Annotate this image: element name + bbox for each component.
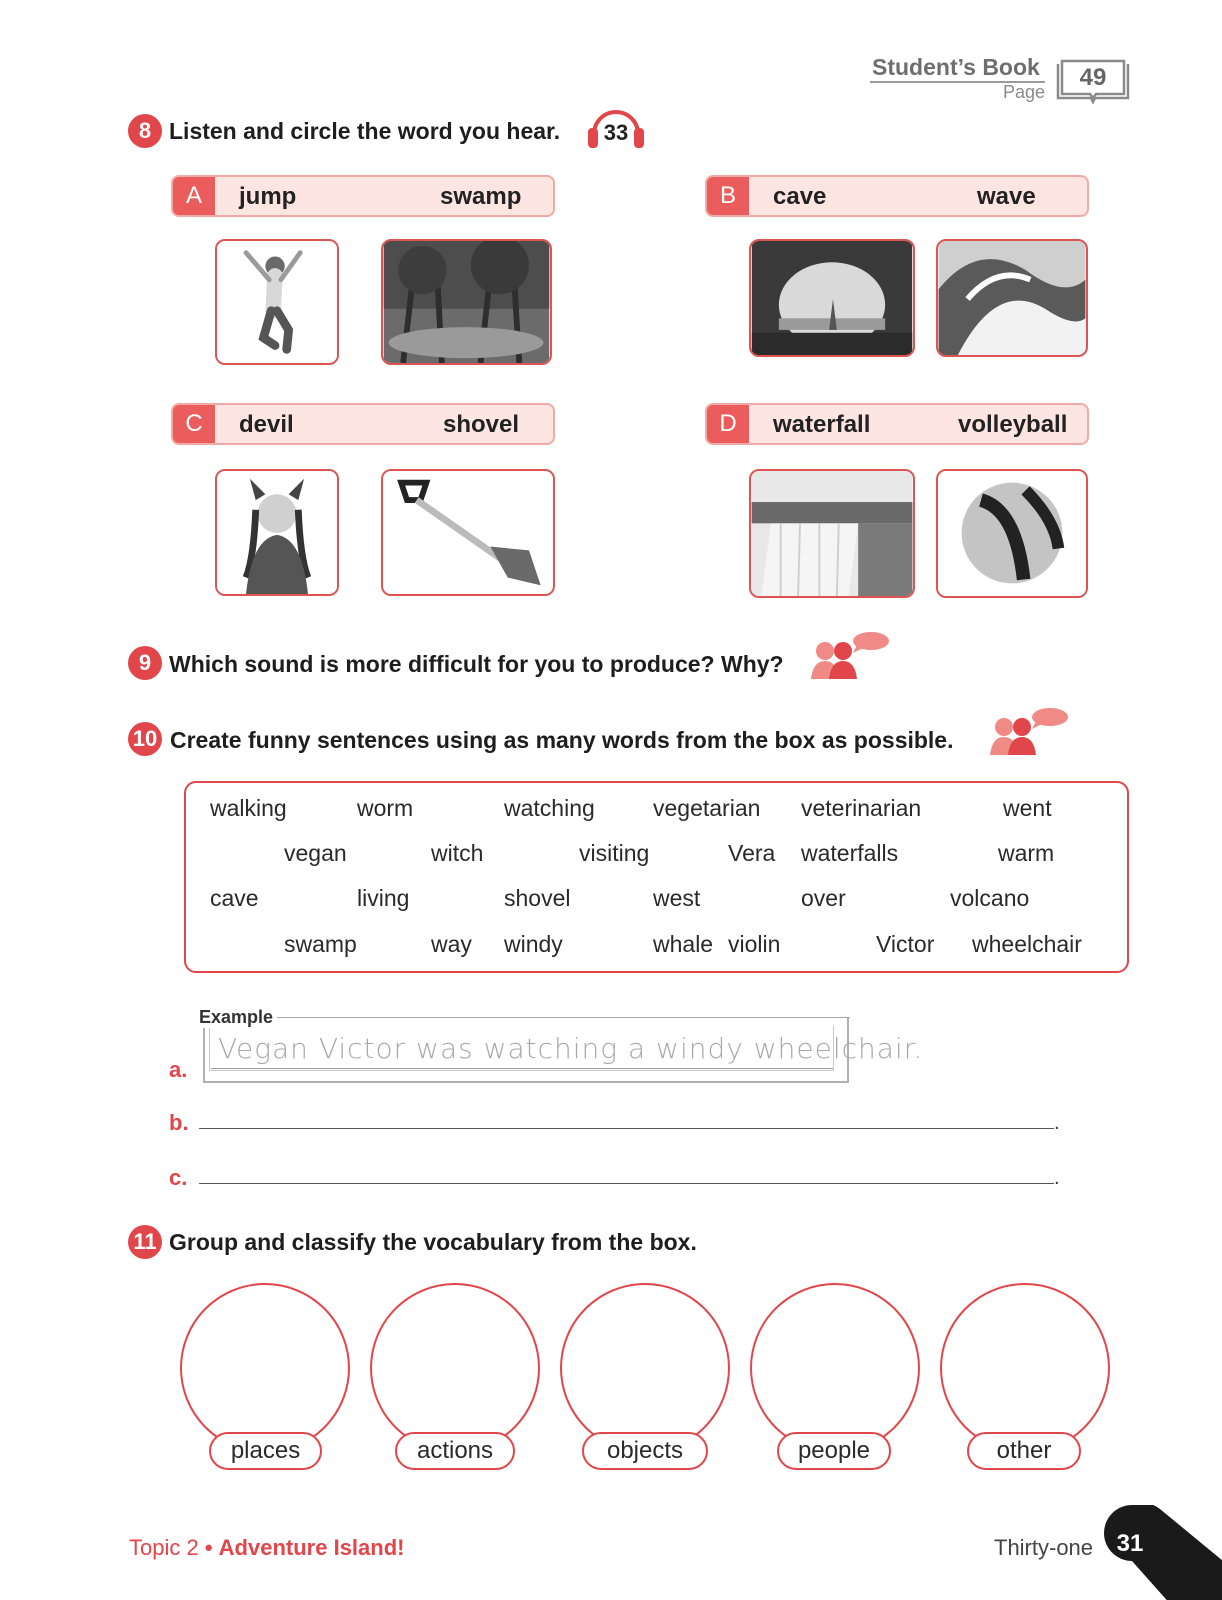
vocab-word: over xyxy=(801,885,846,911)
vocab-word: living xyxy=(357,885,410,911)
category-label: objects xyxy=(582,1432,708,1470)
vocab-word: swamp xyxy=(284,931,357,957)
category-label: actions xyxy=(395,1432,515,1470)
activity-number-badge: 8 xyxy=(128,114,162,148)
answer-line-c[interactable] xyxy=(199,1183,1054,1184)
vocab-word: warm xyxy=(998,840,1055,866)
item-letter: D xyxy=(707,405,749,443)
footer-topic xyxy=(129,1535,404,1561)
word-option[interactable]: waterfall xyxy=(773,411,871,438)
unit-title: Adventure Island! xyxy=(218,1535,405,1560)
example-sentence: Vegan Victor was watching a windy wheelchair. xyxy=(218,1032,924,1065)
vocab-word: worm xyxy=(357,795,414,821)
word-option[interactable]: jump xyxy=(239,183,297,210)
vocab-word: west xyxy=(653,885,701,911)
word-option[interactable]: volleyball xyxy=(958,411,1068,438)
word-pair-bar-c xyxy=(171,403,555,445)
cave-photo xyxy=(749,239,915,357)
activity-instruction: Which sound is more difficult for you to produce? Why? xyxy=(169,651,784,677)
item-letter: A xyxy=(173,177,215,215)
activity-instruction: Create funny sentences using as many words from the box as possible. xyxy=(170,727,954,753)
audio-track-number: 33 xyxy=(603,120,629,145)
waterfall-photo xyxy=(749,469,915,598)
vocab-word: violin xyxy=(728,931,781,957)
word-option[interactable]: cave xyxy=(773,183,827,210)
answer-row-letter: b. xyxy=(169,1110,189,1135)
category-circle-places[interactable] xyxy=(180,1283,350,1453)
word-box xyxy=(184,781,1129,973)
jumping-girl-photo xyxy=(215,239,339,365)
sentence-period: . xyxy=(1054,1112,1060,1134)
word-pair-bar-a xyxy=(171,175,555,217)
example-label: Example xyxy=(199,1007,277,1028)
vocab-word: Victor xyxy=(876,931,935,957)
example-baseline xyxy=(211,1068,833,1069)
topic-label: Topic 2 xyxy=(129,1535,199,1560)
answer-line-b[interactable] xyxy=(199,1128,1054,1129)
vocab-word: windy xyxy=(504,931,563,957)
activity-number-badge: 9 xyxy=(128,646,162,680)
word-pair-bar-d xyxy=(705,403,1089,445)
word-option[interactable]: devil xyxy=(239,411,294,438)
word-option[interactable]: swamp xyxy=(440,183,522,210)
word-pair-bar-b xyxy=(705,175,1089,217)
activity-instruction: Listen and circle the word you hear. xyxy=(169,118,561,144)
pair-work-icon xyxy=(988,707,1070,755)
wave-photo xyxy=(936,239,1088,357)
category-label: places xyxy=(209,1432,322,1470)
answer-row-letter: a. xyxy=(169,1057,188,1082)
devil-costume-girl-photo xyxy=(215,469,339,596)
vocab-word: whale xyxy=(653,931,714,957)
vocab-word: walking xyxy=(210,795,287,821)
vocab-word: shovel xyxy=(504,885,571,911)
category-circle-objects[interactable] xyxy=(560,1283,730,1453)
activity-number-badge: 10 xyxy=(128,722,162,756)
vocab-word: Vera xyxy=(728,840,776,866)
vocab-word: witch xyxy=(431,840,484,866)
category-circle-actions[interactable] xyxy=(370,1283,540,1453)
shovel-photo xyxy=(381,469,555,596)
pair-work-icon xyxy=(809,631,891,679)
swamp-photo xyxy=(381,239,552,365)
activity-instruction: Group and classify the vocabulary from the box. xyxy=(169,1229,697,1255)
vocab-word: went xyxy=(1003,795,1052,821)
sentence-period: . xyxy=(1054,1167,1060,1189)
vocab-word: cave xyxy=(210,885,259,911)
book-page-number: 49 xyxy=(1079,64,1107,91)
item-letter: B xyxy=(707,177,749,215)
answer-row-letter: c. xyxy=(169,1165,188,1190)
book-reference-page-label: Page xyxy=(1003,82,1046,102)
category-circle-other[interactable] xyxy=(940,1283,1110,1453)
category-label: other xyxy=(967,1432,1081,1470)
vocab-word: way xyxy=(431,931,472,957)
vocab-word: watching xyxy=(504,795,595,821)
category-circle-people[interactable] xyxy=(750,1283,920,1453)
word-option[interactable]: shovel xyxy=(443,411,520,438)
book-reference-title: Student’s Book xyxy=(872,54,1040,80)
topic-bullet: • xyxy=(204,1535,213,1560)
vocab-word: visiting xyxy=(579,840,650,866)
vocab-word: veterinarian xyxy=(801,795,922,821)
word-option[interactable]: wave xyxy=(977,183,1036,210)
volleyball-photo xyxy=(936,469,1088,598)
vocab-word: vegetarian xyxy=(653,795,761,821)
activity-number-badge: 11 xyxy=(128,1225,162,1259)
page-number-word: Thirty-one xyxy=(994,1535,1094,1560)
vocab-word: volcano xyxy=(950,885,1030,911)
vocab-word: waterfalls xyxy=(801,840,899,866)
vocab-word: wheelchair xyxy=(972,931,1082,957)
item-letter: C xyxy=(173,405,215,443)
vocab-word: vegan xyxy=(284,840,347,866)
category-label: people xyxy=(777,1432,891,1470)
page-number: 31 xyxy=(1116,1530,1144,1557)
